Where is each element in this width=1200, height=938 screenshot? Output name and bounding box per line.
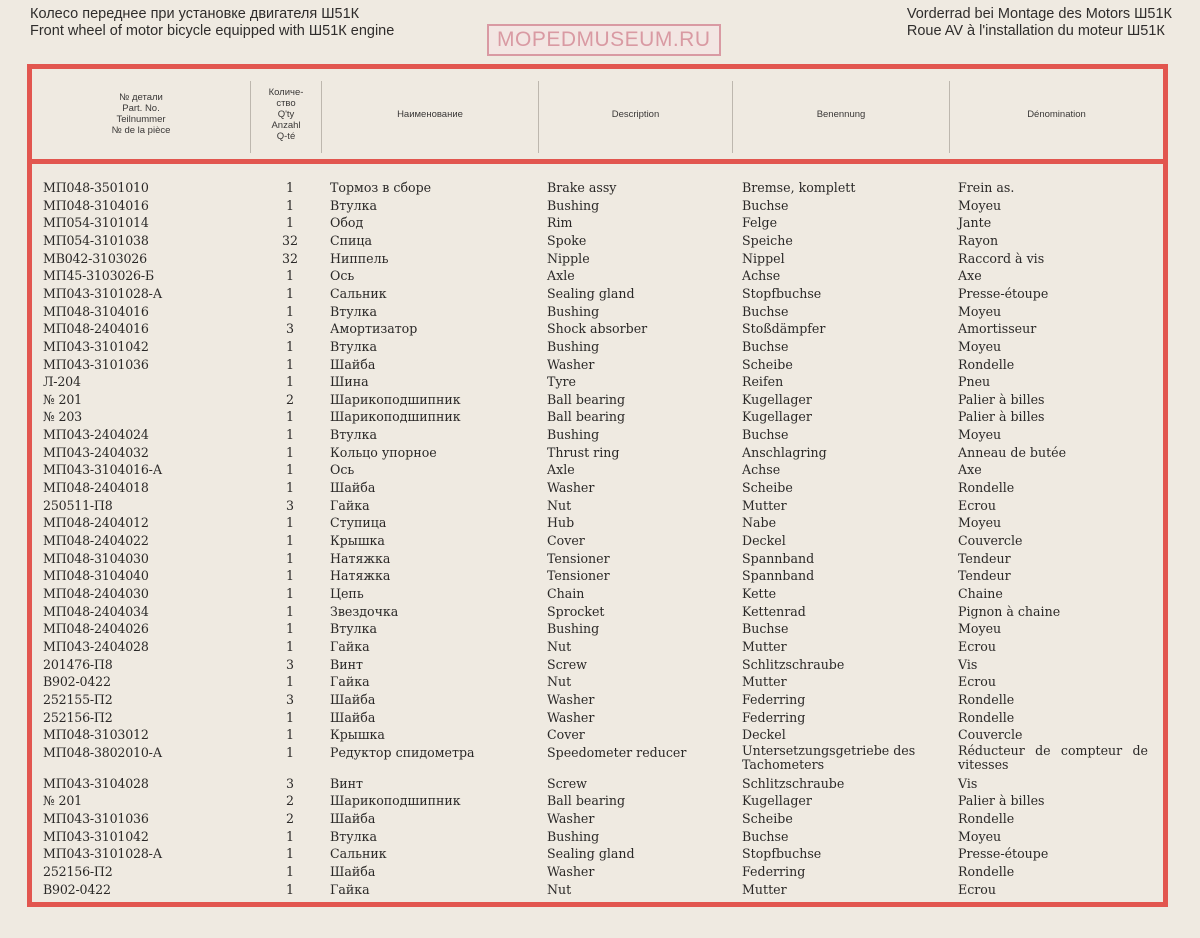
cell-fr: Pneu (958, 374, 991, 390)
cell-ru: Втулка (330, 427, 378, 443)
cell-de: Scheibe (742, 356, 793, 372)
table-row (32, 391, 1163, 409)
table-row (32, 497, 1163, 515)
cell-ru: Втулка (330, 197, 378, 213)
cell-part: МП048-2404030 (43, 585, 149, 601)
cell-ru: Втулка (330, 303, 378, 319)
cell-fr: Moyeu (958, 828, 1002, 844)
cell-part: № 201 (43, 793, 82, 809)
cell-ru: Гайка (330, 638, 370, 654)
cell-part: МП048-2404012 (43, 515, 149, 531)
cell-ru: Ось (330, 268, 355, 284)
table-row (32, 620, 1163, 638)
cell-qty: 1 (285, 550, 294, 566)
watermark-stamp: MOPEDMUSEUM.RU (487, 24, 721, 56)
cell-de: Spannband (742, 568, 815, 584)
cell-de: Untersetzungsgetriebe des Tachometers (742, 742, 916, 772)
page-header-right (907, 6, 1172, 40)
column-header-fr: Dénomination (1027, 108, 1086, 120)
page-header-left (30, 6, 394, 40)
cell-de: Anschlagring (742, 444, 827, 460)
cell-ru: Кольцо упорное (330, 444, 437, 460)
cell-qty: 1 (285, 427, 294, 443)
cell-qty: 1 (285, 533, 294, 548)
cell-ru: Шарикоподшипник (330, 793, 461, 809)
cell-ru: Крышка (330, 727, 385, 743)
table-row (32, 863, 1163, 881)
cell-en: Washer (547, 811, 595, 827)
cell-en: Hub (547, 515, 575, 531)
cell-en: Brake assy (547, 180, 617, 195)
cell-ru: Сальник (330, 285, 387, 301)
cell-en: Speedometer reducer (547, 744, 687, 760)
cell-en: Rim (547, 215, 573, 231)
cell-de: Reifen (742, 374, 784, 390)
cell-ru: Шайба (330, 864, 376, 880)
cell-de: Achse (742, 268, 781, 284)
cell-en: Washer (547, 356, 595, 372)
cell-fr: Palier à billes (958, 409, 1045, 425)
cell-de: Stoßdämpfer (742, 321, 826, 337)
cell-part: 201476-П8 (43, 656, 113, 672)
cell-part: МП043-3101036 (43, 811, 149, 827)
cell-de: Buchse (742, 303, 789, 319)
header-title-en: Front wheel of motor bicycle equipped with Ш51К engine (30, 23, 395, 39)
table-row (32, 792, 1163, 810)
cell-part: МП048-3104040 (43, 568, 149, 584)
cell-en: Washer (547, 691, 595, 707)
header-title-fr: Roue AV à l'installation du moteur Ш51К (906, 23, 1165, 39)
cell-de: Schlitzschraube (742, 775, 845, 791)
table-row (32, 585, 1163, 603)
cell-qty: 2 (285, 793, 294, 809)
cell-de: Buchse (742, 338, 789, 354)
cell-fr: Vis (958, 656, 978, 672)
cell-en: Washer (547, 709, 595, 725)
cell-qty: 1 (285, 864, 294, 880)
cell-ru: Крышка (330, 533, 385, 548)
cell-qty: 1 (285, 621, 294, 637)
cell-en: Bushing (547, 828, 600, 844)
table-row (32, 532, 1163, 550)
cell-part: МП043-3101042 (43, 828, 149, 844)
cell-en: Bushing (547, 197, 600, 213)
cell-en: Nut (547, 881, 572, 897)
cell-qty: 1 (285, 744, 294, 760)
table-row (32, 691, 1163, 709)
cell-qty: 1 (285, 480, 294, 496)
cell-part: МП054-3101038 (43, 232, 149, 248)
cell-fr: Palier à billes (958, 391, 1045, 407)
cell-fr: Moyeu (958, 427, 1002, 443)
cell-ru: Обод (330, 215, 364, 231)
cell-qty: 1 (285, 180, 294, 195)
cell-fr: Rondelle (958, 480, 1015, 496)
cell-de: Kettenrad (742, 603, 806, 619)
cell-part: МП048-3104030 (43, 550, 149, 566)
cell-qty: 1 (285, 727, 294, 743)
cell-fr: Frein as. (958, 180, 1015, 195)
table-row (32, 179, 1163, 197)
cell-de: Felge (742, 215, 778, 231)
cell-de: Stopfbuchse (742, 285, 822, 301)
cell-en: Tyre (547, 374, 576, 390)
cell-fr: Moyeu (958, 197, 1002, 213)
cell-ru: Шайба (330, 356, 376, 372)
cell-qty: 1 (285, 285, 294, 301)
cell-qty: 32 (281, 250, 299, 266)
cell-part: МВ042-3103026 (43, 250, 147, 266)
cell-part: МП45-3103026-Б (43, 268, 154, 284)
table-row (32, 320, 1163, 338)
cell-en: Nipple (547, 250, 590, 266)
cell-fr: Vis (958, 775, 978, 791)
cell-fr: Rondelle (958, 709, 1015, 725)
cell-en: Ball bearing (547, 793, 626, 809)
cell-fr: Ecrou (958, 674, 996, 690)
cell-de: Spannband (742, 550, 815, 566)
table-row (32, 845, 1163, 863)
cell-qty: 1 (285, 515, 294, 531)
table-row (32, 285, 1163, 303)
cell-qty: 1 (285, 709, 294, 725)
cell-ru: Ниппель (330, 250, 389, 266)
cell-ru: Сальник (330, 846, 387, 862)
table-row (32, 673, 1163, 691)
table-row (32, 744, 1163, 776)
cell-de: Stopfbuchse (742, 846, 822, 862)
cell-fr: Moyeu (958, 621, 1002, 637)
cell-qty: 1 (285, 603, 294, 619)
cell-qty: 3 (285, 775, 294, 791)
cell-qty: 1 (285, 568, 294, 584)
cell-fr: Axe (958, 268, 982, 284)
cell-en: Bushing (547, 303, 600, 319)
cell-de: Mutter (742, 497, 787, 513)
cell-ru: Втулка (330, 621, 378, 637)
cell-en: Bushing (547, 338, 600, 354)
cell-qty: 1 (285, 197, 294, 213)
cell-fr: Palier à billes (958, 793, 1045, 809)
cell-fr: Couvercle (958, 727, 1023, 743)
cell-part: МП048-3103012 (43, 727, 149, 743)
cell-part: МП048-3802010-А (43, 744, 163, 760)
cell-de: Kugellager (742, 391, 812, 407)
cell-en: Shock absorber (547, 321, 648, 337)
cell-ru: Винт (330, 656, 364, 672)
table-row (32, 810, 1163, 828)
cell-ru: Натяжка (330, 550, 391, 566)
cell-part: МП043-3101028-А (43, 846, 163, 862)
cell-ru: Ось (330, 462, 355, 478)
table-row (32, 514, 1163, 532)
cell-ru: Втулка (330, 828, 378, 844)
table-row (32, 638, 1163, 656)
cell-part: 250511-П8 (43, 497, 113, 513)
cell-de: Deckel (742, 727, 786, 743)
cell-de: Kugellager (742, 793, 812, 809)
cell-ru: Спица (330, 232, 373, 248)
cell-part: МП043-3101028-А (43, 285, 163, 301)
table-row (32, 356, 1163, 374)
cell-qty: 2 (285, 391, 294, 407)
cell-en: Cover (547, 727, 585, 743)
cell-en: Nut (547, 674, 572, 690)
cell-part: 252156-П2 (43, 864, 113, 880)
cell-qty: 3 (285, 321, 294, 337)
cell-ru: Гайка (330, 881, 370, 897)
cell-de: Achse (742, 462, 781, 478)
cell-en: Nut (547, 497, 572, 513)
table-row (32, 250, 1163, 268)
cell-qty: 1 (285, 338, 294, 354)
cell-en: Ball bearing (547, 409, 626, 425)
cell-part: МП048-2404026 (43, 621, 149, 637)
cell-qty: 1 (285, 409, 294, 425)
cell-part: 252155-П2 (43, 691, 113, 707)
cell-ru: Редуктор спидометра (330, 744, 475, 760)
header-divider (32, 159, 1163, 164)
table-row (32, 444, 1163, 462)
column-header-part: № детали Part. No. Teilnummer № de la pièce (111, 92, 171, 136)
cell-en: Bushing (547, 621, 600, 637)
cell-en: Chain (547, 585, 585, 601)
table-row (32, 479, 1163, 497)
cell-fr: Rayon (958, 232, 999, 248)
cell-de: Kugellager (742, 409, 812, 425)
cell-en: Cover (547, 533, 585, 548)
cell-de: Federring (742, 691, 806, 707)
cell-de: Mutter (742, 881, 787, 897)
cell-qty: 1 (285, 356, 294, 372)
cell-qty: 1 (285, 638, 294, 654)
cell-en: Bushing (547, 427, 600, 443)
cell-en: Sealing gland (547, 285, 635, 301)
table-row (32, 338, 1163, 356)
cell-ru: Гайка (330, 497, 370, 513)
cell-de: Scheibe (742, 480, 793, 496)
cell-fr: Anneau de butée (958, 444, 1067, 460)
cell-qty: 1 (285, 462, 294, 478)
cell-part: МП048-2404016 (43, 321, 149, 337)
cell-ru: Гайка (330, 674, 370, 690)
cell-ru: Винт (330, 775, 364, 791)
cell-fr: Rondelle (958, 356, 1015, 372)
cell-fr: Rondelle (958, 811, 1015, 827)
cell-en: Tensioner (547, 550, 610, 566)
cell-de: Bremse, komplett (742, 180, 856, 195)
cell-part: МП048-3104016 (43, 197, 149, 213)
cell-qty: 1 (285, 215, 294, 231)
table-row (32, 656, 1163, 674)
cell-part: Л-204 (43, 374, 81, 390)
cell-part: В902-0422 (43, 674, 111, 690)
table-row (32, 267, 1163, 285)
cell-fr: Ecrou (958, 638, 996, 654)
cell-fr: Tendeur (958, 550, 1011, 566)
cell-de: Speiche (742, 232, 793, 248)
cell-fr: Ecrou (958, 881, 996, 897)
cell-qty: 1 (285, 828, 294, 844)
cell-fr: Raccord à vis (958, 250, 1045, 266)
cell-part: 252156-П2 (43, 709, 113, 725)
cell-en: Axle (547, 462, 575, 478)
cell-de: Federring (742, 864, 806, 880)
cell-qty: 1 (285, 303, 294, 319)
cell-ru: Натяжка (330, 568, 391, 584)
cell-fr: Tendeur (958, 568, 1011, 584)
cell-fr: Moyeu (958, 338, 1002, 354)
cell-en: Sprocket (547, 603, 605, 619)
cell-part: В902-0422 (43, 881, 111, 897)
cell-en: Washer (547, 864, 595, 880)
column-header-qty: Количе- ство Q'ty Anzahl Q-té (268, 86, 304, 142)
table-row (32, 828, 1163, 846)
cell-qty: 1 (285, 374, 294, 390)
cell-ru: Звездочка (330, 603, 399, 619)
cell-fr: Pignon à chaine (958, 603, 1061, 619)
cell-qty: 1 (285, 846, 294, 862)
cell-ru: Шайба (330, 811, 376, 827)
cell-qty: 1 (285, 444, 294, 460)
cell-part: МП043-2404032 (43, 444, 149, 460)
cell-part: МП048-2404022 (43, 533, 149, 548)
cell-ru: Втулка (330, 338, 378, 354)
cell-part: № 201 (43, 391, 82, 407)
header-title-de: Vorderrad bei Montage des Motors Ш51К (906, 6, 1172, 22)
header-title-ru: Колесо переднее при установке двигателя Ш51К (30, 6, 360, 22)
cell-fr: Moyeu (958, 303, 1002, 319)
cell-ru: Шайба (330, 691, 376, 707)
cell-en: Screw (547, 775, 587, 791)
cell-de: Buchse (742, 828, 789, 844)
cell-de: Buchse (742, 621, 789, 637)
cell-ru: Цепь (330, 585, 364, 601)
cell-de: Scheibe (742, 811, 793, 827)
cell-part: МП043-2404024 (43, 427, 149, 443)
table-row (32, 567, 1163, 585)
cell-part: МП043-3101042 (43, 338, 149, 354)
cell-fr: Jante (958, 215, 992, 231)
table-row (32, 603, 1163, 621)
table-row (32, 214, 1163, 232)
cell-qty: 1 (285, 881, 294, 897)
cell-ru: Ступица (330, 515, 387, 531)
cell-en: Thrust ring (547, 444, 620, 460)
cell-qty: 3 (285, 656, 294, 672)
table-row (32, 373, 1163, 391)
cell-en: Ball bearing (547, 391, 626, 407)
cell-qty: 32 (281, 232, 299, 248)
cell-de: Nippel (742, 250, 785, 266)
cell-en: Tensioner (547, 568, 610, 584)
table-row (32, 461, 1163, 479)
cell-part: МП043-3101036 (43, 356, 149, 372)
table-row (32, 709, 1163, 727)
cell-qty: 1 (285, 674, 294, 690)
cell-ru: Шайба (330, 480, 376, 496)
cell-ru: Шина (330, 374, 369, 390)
cell-part: МП048-2404034 (43, 603, 149, 619)
cell-de: Kette (742, 585, 777, 601)
cell-de: Deckel (742, 533, 786, 548)
cell-fr: Presse-étoupe (958, 285, 1049, 301)
cell-part: МП048-3104016 (43, 303, 149, 319)
table-row (32, 197, 1163, 215)
column-header-ru: Наименование (397, 108, 463, 120)
cell-de: Mutter (742, 638, 787, 654)
table-row (32, 726, 1163, 744)
cell-fr: Amortisseur (958, 321, 1037, 337)
table-row (32, 408, 1163, 426)
parts-table (27, 64, 1168, 907)
cell-de: Schlitzschraube (742, 656, 845, 672)
cell-de: Buchse (742, 197, 789, 213)
cell-fr: Couvercle (958, 533, 1023, 548)
cell-ru: Шарикоподшипник (330, 391, 461, 407)
cell-fr: Chaine (958, 585, 1003, 601)
cell-en: Sealing gland (547, 846, 635, 862)
cell-part: МП048-3501010 (43, 180, 149, 195)
cell-qty: 1 (285, 585, 294, 601)
cell-en: Screw (547, 656, 587, 672)
cell-ru: Шарикоподшипник (330, 409, 461, 425)
cell-de: Nabe (742, 515, 777, 531)
cell-fr: Axe (958, 462, 982, 478)
cell-qty: 3 (285, 691, 294, 707)
column-header-de: Benennung (816, 108, 866, 120)
cell-de: Buchse (742, 427, 789, 443)
cell-de: Mutter (742, 674, 787, 690)
table-row (32, 303, 1163, 321)
cell-fr: Ecrou (958, 497, 996, 513)
cell-fr: Réducteur de compteur de vitesses (958, 742, 1148, 772)
cell-en: Nut (547, 638, 572, 654)
cell-en: Spoke (547, 232, 587, 248)
column-header-en: Description (611, 108, 660, 120)
cell-ru: Амортизатор (330, 321, 418, 337)
cell-part: МП054-3101014 (43, 215, 149, 231)
table-row (32, 426, 1163, 444)
cell-qty: 2 (285, 811, 294, 827)
cell-ru: Шайба (330, 709, 376, 725)
cell-en: Axle (547, 268, 575, 284)
cell-part: МП048-2404018 (43, 480, 149, 496)
cell-de: Federring (742, 709, 806, 725)
cell-part: МП043-2404028 (43, 638, 149, 654)
cell-fr: Rondelle (958, 864, 1015, 880)
cell-part: № 203 (43, 409, 82, 425)
cell-part: МП043-3104028 (43, 775, 149, 791)
cell-qty: 1 (285, 268, 294, 284)
table-row (32, 550, 1163, 568)
cell-fr: Presse-étoupe (958, 846, 1049, 862)
table-row (32, 232, 1163, 250)
cell-fr: Rondelle (958, 691, 1015, 707)
cell-en: Washer (547, 480, 595, 496)
cell-qty: 3 (285, 497, 294, 513)
cell-fr: Moyeu (958, 515, 1002, 531)
cell-ru: Тормоз в сборе (330, 180, 432, 195)
table-row (32, 881, 1163, 899)
cell-part: МП043-3104016-А (43, 462, 163, 478)
table-row (32, 775, 1163, 793)
